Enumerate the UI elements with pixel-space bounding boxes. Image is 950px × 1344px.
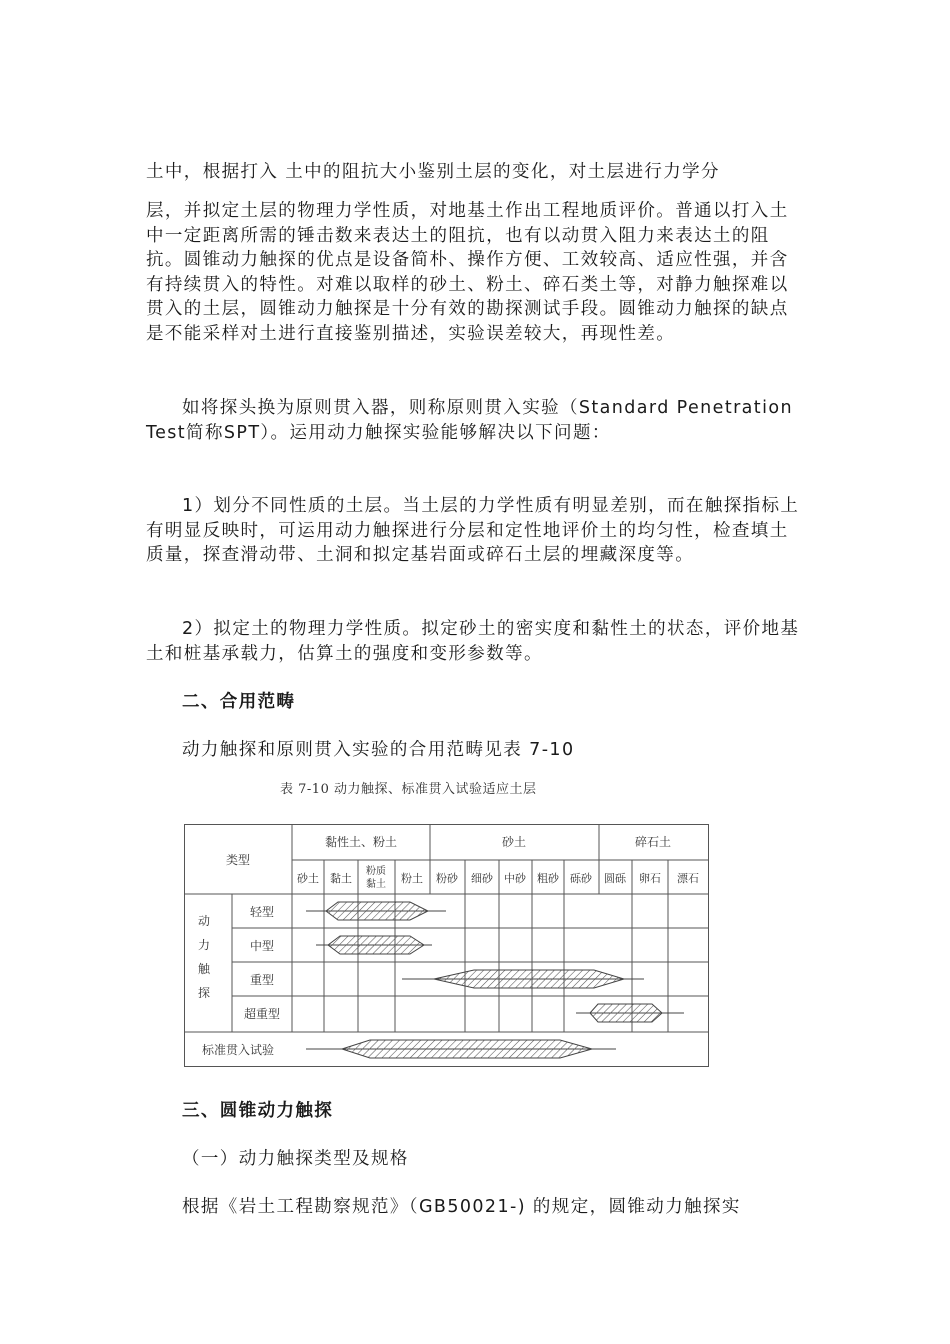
applicability-table [184,824,710,1072]
dyn-label-char: 力 [197,938,211,952]
sub-heading: （一）动力触探类型及规格 [182,1149,409,1169]
paragraph: 1）划分不同性质的土层。当土层的力学性质有明显差别，而在触探指标上有明显反映时，可运用动力触探进行分层和定性地评价土的均匀性，检查填土质量，探查滑动带、土洞和拟定基岩面或碎石土层的埋藏深度等。 [146,496,800,565]
col-header: 砾砂 [570,872,592,885]
dyn-label-char: 触 [197,962,211,976]
row-label-super-heavy: 超重型 [243,1007,281,1021]
col-header: 中砂 [504,872,526,885]
col-header: 漂石 [677,872,699,885]
row-label-light: 轻型 [249,905,275,919]
col-header: 圆砾 [604,872,626,885]
col-header: 粉砂 [436,872,458,885]
row-label-medium: 中型 [249,939,275,953]
col-header: 砂土 [297,872,319,885]
paragraph: 根据《岩土工程勘察规范》（GB50021-) 的规定，圆锥动力触探实 [182,1197,741,1217]
paragraph: 如将探头换为原则贯入器，则称原则贯入实验（Standard Penetration Test简称SPT）。运用动力触探实验能够解决以下问题： [146,398,793,443]
table-caption: 表 7-10 动力触探、标准贯入试验适应土层 [280,782,537,797]
dyn-label-char: 动 [197,914,211,928]
group-header-gravel: 碎石土 [634,835,672,849]
paragraph: 2）拟定土的物理力学性质。拟定砂土的密实度和黏性土的状态，评价地基土和桩基承载力，估算土的强度和变形参数等。 [146,619,800,664]
col-header: 细砂 [471,872,493,885]
group-header-sand: 砂土 [501,835,527,849]
bar-heavy [402,970,644,988]
bar-light [306,902,446,920]
row-label-heavy: 重型 [249,973,275,987]
col-header: 卵石 [639,872,661,885]
type-header: 类型 [225,853,251,867]
bar-spt [306,1040,616,1058]
col-header: 粉质 [366,866,386,877]
row-label-spt: 标准贯入试验 [201,1043,275,1057]
dyn-label-char: 探 [197,986,211,1000]
col-header: 粗砂 [537,872,559,885]
col-header: 黏土 [330,872,352,885]
section-heading: 三、圆锥动力触探 [182,1101,334,1121]
paragraph: 动力触探和原则贯入实验的合用范畴见表 7-10 [182,740,575,760]
col-header: 粉土 [401,872,423,885]
col-header: 黏土 [366,879,386,890]
section-heading: 二、合用范畴 [182,692,296,712]
paragraph: 层，并拟定土层的物理力学性质，对地基土作出工程地质评价。普通以打入土中一定距离所需的锤击数来表达土的阻抗，也有以动贯入阻力来表达土的阻抗。圆锥动力触探的优点是设备简朴、操作方便、工效较高、适应性强，并含有持续贯入的特性。对难以取样的砂土、粉土、碎石类土等，对静力触探难以贯入的土层，圆锥动力触探是十分有效的勘探测试手段。圆锥动力触探的缺点是不能采样对土进行直接鉴别描述，实验误差较大，再现性差。 [146,201,789,344]
group-header-clay: 黏性土、粉土 [324,835,398,849]
bar-medium [316,936,432,954]
paragraph-line: 土中，根据打入 土中的阻抗大小鉴别土层的变化，对土层进行力学分 [146,162,720,182]
